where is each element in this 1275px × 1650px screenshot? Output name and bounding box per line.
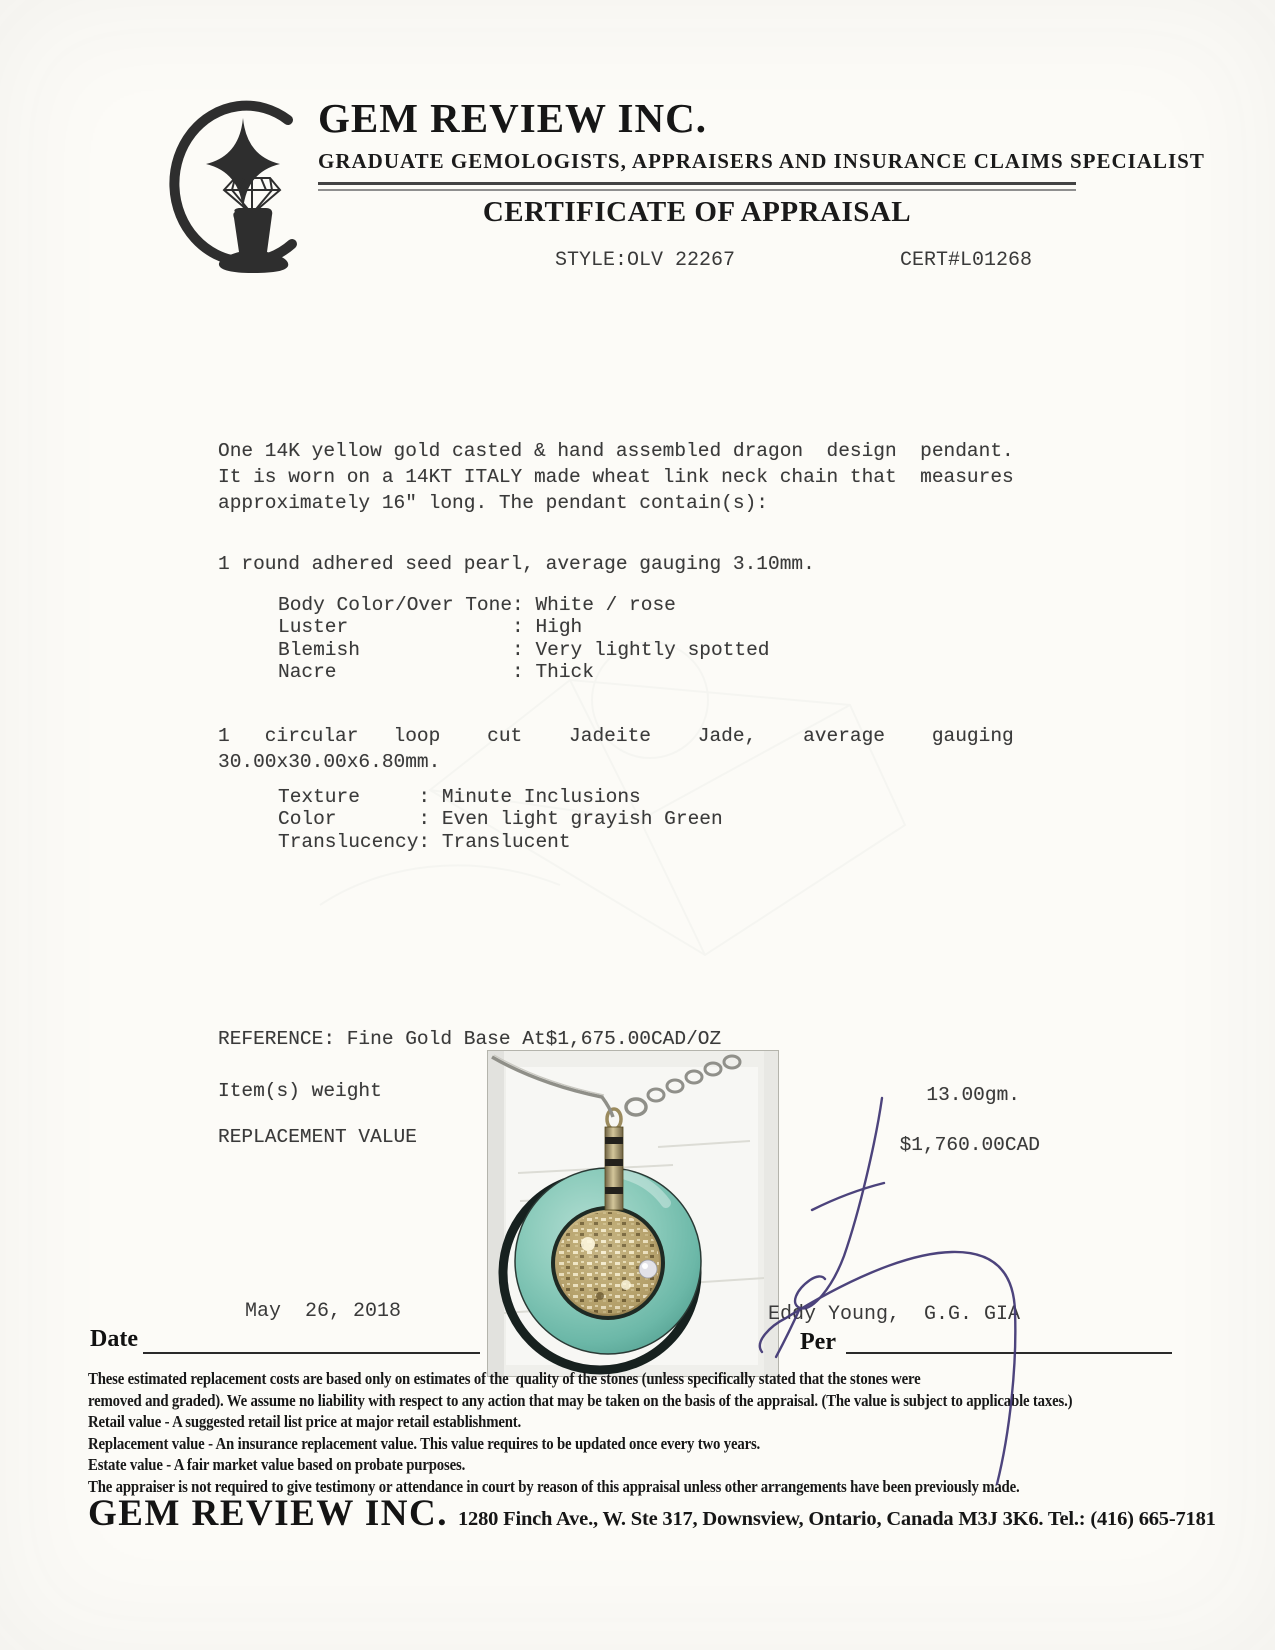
replacement-value: $1,760.00CAD <box>899 1134 1040 1156</box>
disclaimer-line: These estimated replacement costs are based only on estimates of the quality of the stones (unless specifically stated that the stones were <box>88 1369 921 1388</box>
pedestal-icon <box>219 208 288 273</box>
pearl-property: Blemish : Very lightly spotted <box>278 638 770 661</box>
description-line: It is worn on a 14KT ITALY made wheat link neck chain that measures <box>218 466 1014 488</box>
replacement-value-label: REPLACEMENT VALUE <box>218 1126 417 1148</box>
date-label: Date <box>90 1326 138 1352</box>
disclaimer-line: Retail value - A suggested retail list price at major retail establishment. <box>88 1412 522 1432</box>
gem-review-logo <box>140 92 325 277</box>
signature-ink <box>700 1080 1100 1520</box>
company-tagline: GRADUATE GEMOLOGISTS, APPRAISERS AND INSURANCE CLAIMS SPECIALIST <box>318 149 1205 173</box>
description-line: One 14K yellow gold casted & hand assembled dragon design pendant. <box>218 440 1014 462</box>
jade-property: Translucency: Translucent <box>278 830 571 853</box>
jade-heading-line: 30.00x30.00x6.80mm. <box>218 751 441 773</box>
seed-pearl <box>639 1260 657 1278</box>
disclaimer-line: The appraiser is not required to give testimony or attendance in court by reason of this appraisal unless other arrangements have been previously made. <box>88 1476 1020 1496</box>
pearl-property: Body Color/Over Tone: White / rose <box>278 594 676 616</box>
footer-address: 1280 Finch Ave., W. Ste 317, Downsview, Ontario, Canada M3J 3K6. Tel.: (416) 665-7181 <box>458 1508 1216 1530</box>
certificate-title: CERTIFICATE OF APPRAISAL <box>482 196 912 228</box>
weight-value: 13.00gm. <box>926 1084 1020 1106</box>
jade-property: Color : Even light grayish Green <box>278 808 723 831</box>
weight-label: Item(s) weight <box>218 1080 382 1102</box>
disclaimer-line: Replacement value - An insurance replacement value. This value requires to be updated once every two years. <box>88 1433 761 1453</box>
date-signature-line <box>143 1330 480 1354</box>
footer-company-name: GEM REVIEW INC. <box>88 1493 448 1534</box>
appraisal-date: May 26, 2018 <box>245 1300 402 1323</box>
pearl-property: Nacre : Thick <box>278 661 594 684</box>
style-number: STYLE:OLV 22267 <box>555 249 736 272</box>
pearl-properties <box>278 594 769 684</box>
reference-line: REFERENCE: Fine Gold Base At$1,675.00CAD/OZ <box>218 1028 722 1050</box>
signer-name: Eddy Young, G.G. GIA <box>768 1303 1021 1326</box>
per-label: Per <box>800 1329 836 1355</box>
sparkle-icon <box>206 118 280 210</box>
pearl-heading: 1 round adhered seed pearl, average gauging 3.10mm. <box>218 553 815 575</box>
disclaimer-line: Estate value - A fair market value based on probate purposes. <box>88 1455 466 1475</box>
jade-heading <box>218 723 1014 775</box>
jade-property: Texture : Minute Inclusions <box>278 786 641 808</box>
disclaimer-line: removed and graded). We assume no liability with respect to any action that may be taken on the basis of the appraisal. (The value is subject to applicable taxes.) <box>88 1390 1073 1410</box>
header-divider <box>318 182 1076 191</box>
item-description <box>218 438 1014 516</box>
jade-heading-line: 1 circular loop cut Jadeite Jade, average gauging <box>218 725 1014 747</box>
jade-properties <box>278 786 723 853</box>
pearl-property: Luster : High <box>278 616 583 639</box>
company-name: GEM REVIEW INC. <box>318 95 707 141</box>
description-line: approximately 16" long. The pendant contain(s): <box>218 492 768 514</box>
cert-number: CERT#L01268 <box>900 249 1033 272</box>
